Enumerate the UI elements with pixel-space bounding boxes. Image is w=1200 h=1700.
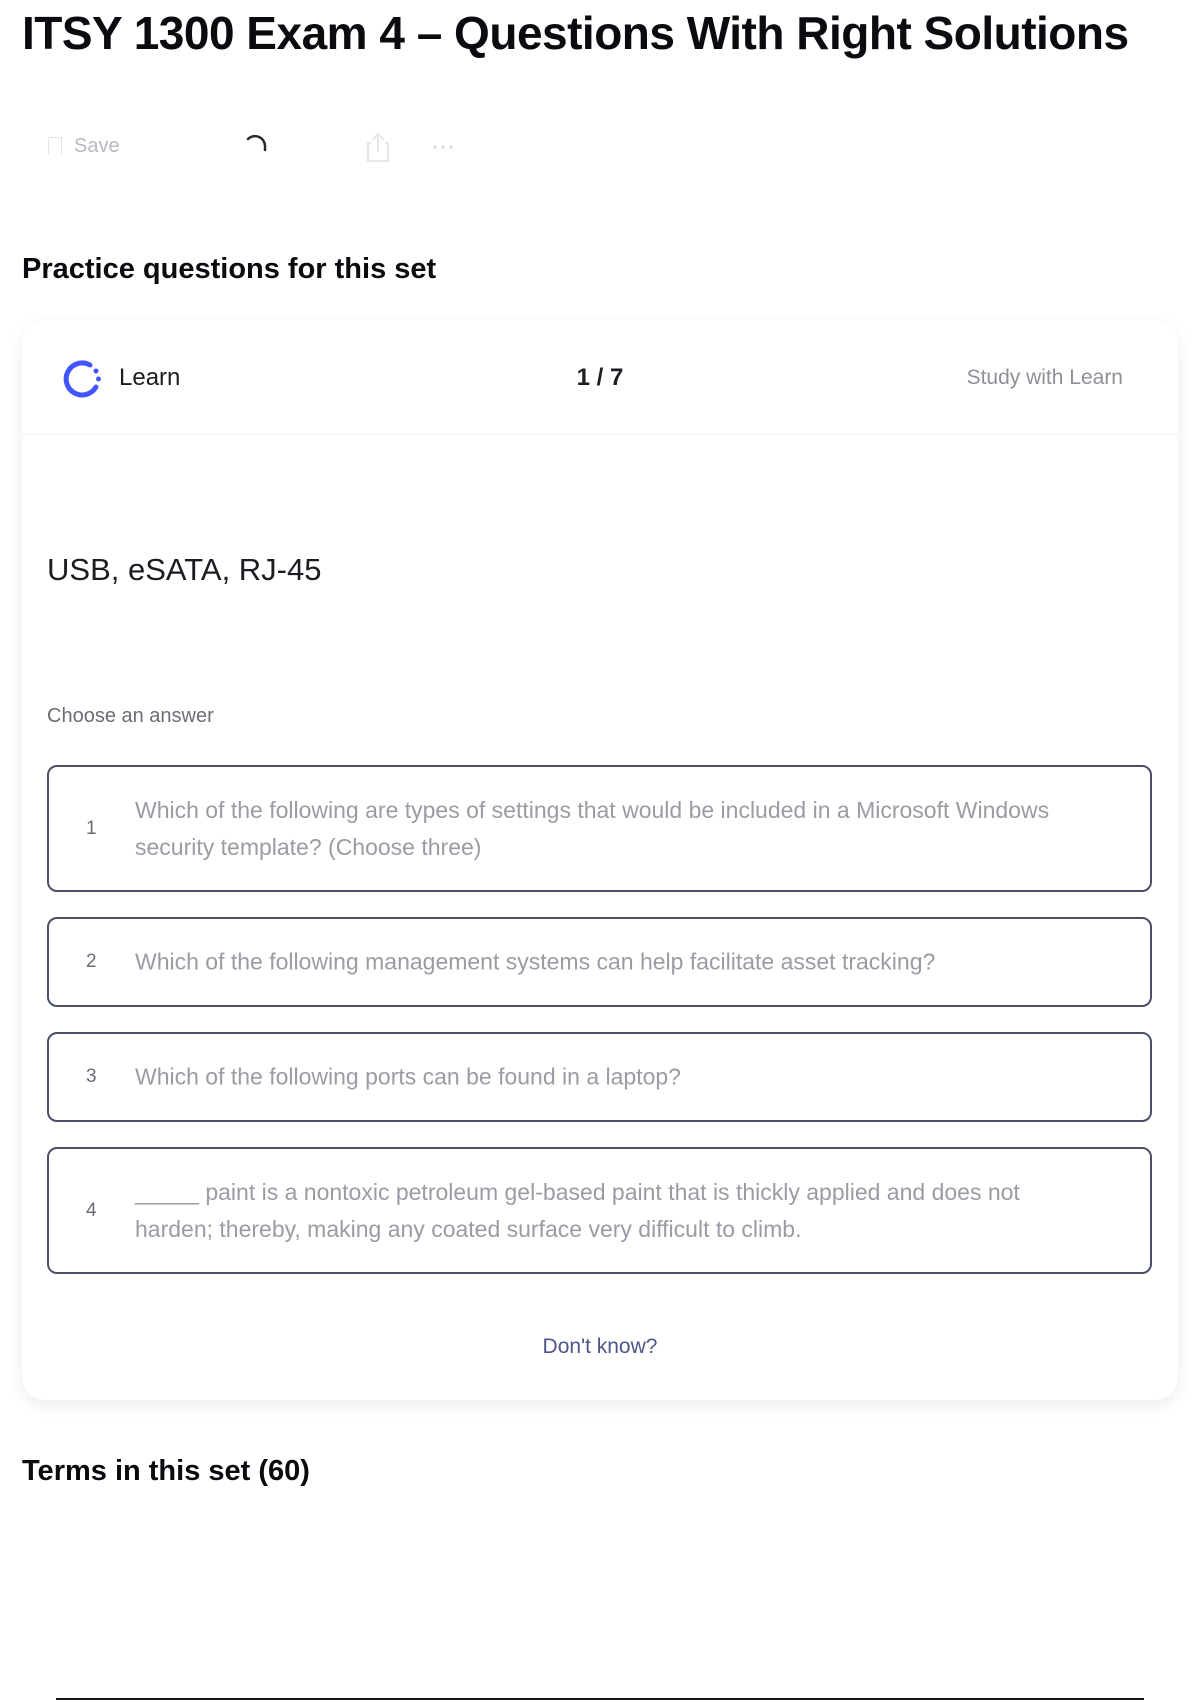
bookmark-icon	[48, 137, 62, 154]
card-header	[22, 320, 1178, 435]
spinner-icon	[238, 130, 274, 166]
option-number: 1	[86, 817, 97, 839]
share-icon[interactable]	[362, 130, 394, 164]
option-number: 2	[86, 951, 97, 972]
option-number: 3	[86, 1066, 97, 1087]
terms-heading: Terms in this set (60)	[22, 1455, 310, 1487]
answer-option[interactable]	[47, 765, 1152, 892]
practice-heading: Practice questions for this set	[22, 253, 437, 285]
learn-label: Learn	[119, 364, 181, 391]
choose-answer-label: Choose an answer	[47, 705, 214, 727]
practice-card	[22, 320, 1178, 1400]
more-icon[interactable]	[426, 130, 460, 164]
option-text: Which of the following are types of settings that would be included in a Microsoft Windows security template? (Choose three)	[135, 796, 1050, 860]
dont-know-button[interactable]: Don't know?	[542, 1335, 658, 1358]
save-label: Save	[74, 134, 120, 157]
answer-option[interactable]	[47, 1147, 1152, 1274]
page-title: ITSY 1300 Exam 4 – Questions With Right Solutions	[22, 7, 1129, 59]
save-button[interactable]	[48, 126, 120, 166]
answer-option[interactable]	[47, 1032, 1152, 1122]
question-prompt: USB, eSATA, RJ-45	[47, 552, 322, 587]
answer-option[interactable]	[47, 917, 1152, 1007]
question-progress: 1 / 7	[576, 364, 624, 391]
option-text: _____ paint is a nontoxic petroleum gel-based paint that is thickly applied and does not harden; thereby, making any coated surface very difficult to climb.	[135, 1178, 1020, 1242]
set-toolbar	[48, 126, 548, 166]
option-number: 4	[86, 1199, 97, 1221]
option-text: Which of the following management systems can help facilitate asset tracking?	[135, 948, 936, 975]
study-with-learn-link[interactable]: Study with Learn	[966, 366, 1123, 389]
option-text: Which of the following ports can be found in a laptop?	[135, 1063, 681, 1090]
